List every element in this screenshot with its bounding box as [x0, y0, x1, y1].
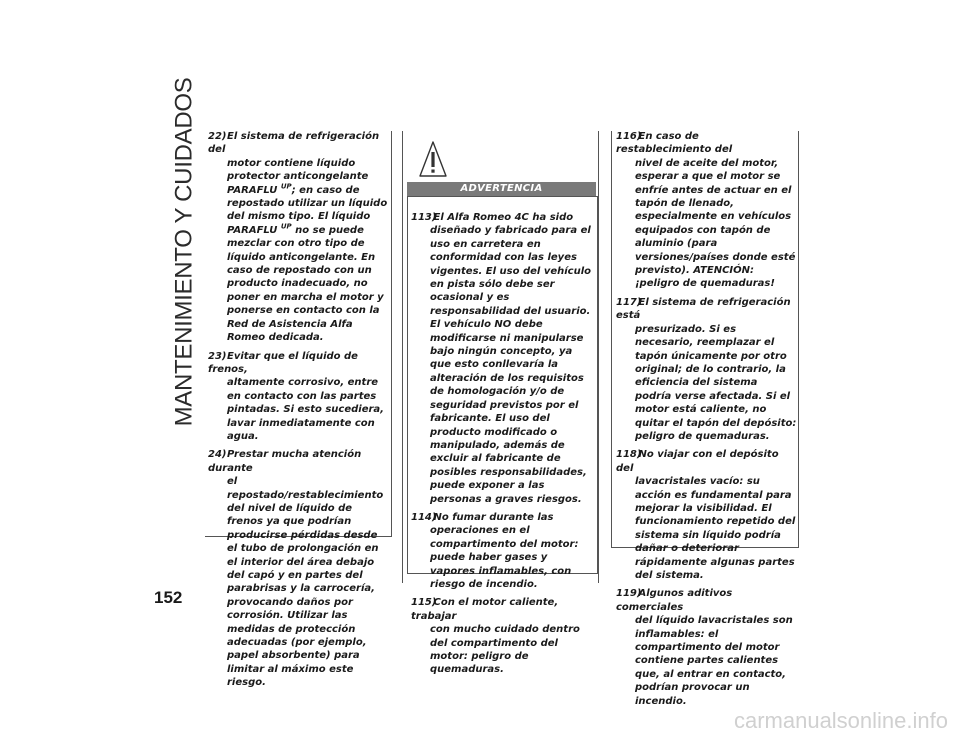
list-item: 24)Prestar mucha atención durante el repostado/restablecimiento del nivel de líquido de frenos ya que podrían producirse pérdidas desde el tubo de prolongación en el interior del área debajo del capó y en partes del parabrisas y la carrocería, provocando daños por corrosión. Utilizar las medidas de protección adecuadas (por ejemplo, papel absorbente) para limitar al máximo este riesgo. [208, 449, 384, 689]
warning-header: ADVERTENCIA [407, 182, 596, 196]
list-item: 23)Evitar que el líquido de frenos, altamente corrosivo, entre en contacto con las partes pintadas. Si esto sucediera, lavar inmediatamente con agua. [208, 350, 384, 442]
list-item: 113) El Alfa Romeo 4C ha sido diseñado y fabricado para el uso en carretera en conformidad con las leyes vigentes. El uso del vehículo en pista sólo debe ser ocasional y es responsabilidad del usuario. El vehículo NO debe modificarse ni manipularse bajo ningún concepto, ya que esto conllevaría la alteración de los requisitos de homologación y/o de seguridad previstos por el fabricante. El uso del producto modificado o manipulado, además de excluir al fabricante de posibles responsabilidades, puede exponer a las personas a graves riesgos. [411, 212, 592, 505]
watermark: carmanualsonline.info [733, 708, 948, 733]
list-item: 116) En caso de restablecimiento del nivel de aceite del motor, esperar a que el motor se enfríe antes de actuar en el tapón de llenado, especialmente en vehículos equipados con tapón de aluminio (para versiones/países donde esté previsto). ATENCIÓN: ¡peligro de quemaduras! [616, 131, 796, 290]
warning-triangle-icon [418, 140, 448, 178]
list-item: 115) Con el motor caliente, trabajar con mucho cuidado dentro del compartimento del motor: peligro de quemaduras. [411, 597, 580, 676]
right-notes-list [616, 130, 797, 713]
page-number: 152 [154, 588, 183, 607]
warning-notes-list [411, 211, 594, 682]
section-title: MANTENIMIENTO Y CUIDADOS [170, 77, 198, 427]
left-notes-list [208, 130, 391, 695]
list-item: 22)El sistema de refrigeración del motor contiene líquido protector anticongelante PARAFLU $^{UP}$; en caso de repostado utilizar un líquido del mismo tipo. El líquido PARAFLU $^{UP}$ no se puede mezclar con otro tipo de líquido anticongelante. En caso de repostado con un producto inadecuado, no poner en marcha el motor y ponerse en contacto con la Red de Asistencia Alfa Romeo dedicada. [208, 131, 388, 344]
list-item: 114) No fumar durante las operaciones en el compartimento del motor: puede haber gases y vapores inflamables, con riesgo de incendio. [411, 511, 579, 590]
list-item: 118) No viajar con el depósito del lavacristales vacío: su acción es fundamental para mejorar la visibilidad. El funcionamiento repetido del sistema sin líquido podría dañar o deteriorar rápidamente algunas partes del sistema. [616, 449, 796, 581]
column-divider [598, 131, 599, 583]
list-item: 117) El sistema de refrigeración está presurizado. Si es necesario, reemplazar el tapón únicamente por otro original; de lo contrario, la eficiencia del sistema podría verse afectada. Si el motor está caliente, no quitar el tapón del depósito: peligro de quemaduras. [616, 296, 797, 442]
column-divider [402, 131, 403, 583]
list-item: 119) Algunos aditivos comerciales del líquido lavacristales son inflamables: el compartimento del motor contiene partes calientes que, al entrar en contacto, podrían provocar un incendio. [616, 588, 793, 707]
